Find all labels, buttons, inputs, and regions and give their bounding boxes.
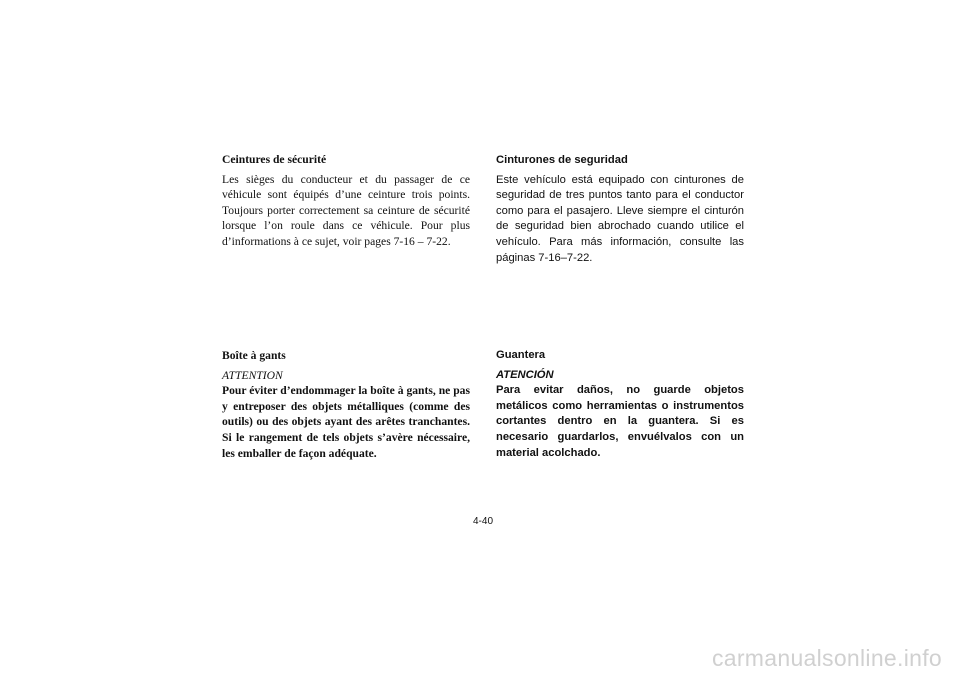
french-seatbelt-body: Les sièges du conducteur et du passager de ce véhicule sont équipés d’une ceinture trois points. Toujours porter correctement sa ceinture de sécurité lorsque l’on roule dans ce véhicule. Pour plus d’informations à ce sujet, voir pages 7-16 – 7-22. (222, 172, 470, 248)
french-seatbelt-heading: Ceintures de sécurité (222, 153, 327, 166)
page-number: 4-40 (472, 516, 493, 527)
spanish-attention-label: ATENCIÓN (496, 368, 554, 381)
spanish-seatbelt-heading: Cinturones de seguridad (496, 154, 628, 166)
french-attention-label: ATTENTION (222, 368, 283, 382)
spanish-glovebox-warning: Para evitar daños, no guarde objetos metálicos como herramientas o instrumentos cortantes dentro en la guantera. Si es necesario guardarlos, envuélvalos con un material acolchado. (496, 384, 744, 459)
french-seatbelt-section (222, 152, 470, 250)
spanish-seatbelt-body: Este vehículo está equipado con cinturones de seguridad de tres puntos tanto para el conductor como para el pasajero. Lleve siempre el cinturón de seguridad bien abrochado cuando utilice el vehículo. Para más información, consulte las páginas 7-16–7-22. (496, 173, 744, 264)
spanish-seatbelt-section (496, 153, 744, 266)
watermark: carmanualsonline.info (711, 645, 942, 671)
french-glovebox-warning: Pour éviter d’endommager la boîte à gants, ne pas y entreposer des objets métalliques (comme des outils) ou des objets ayant des arêtes tranchantes. Si le rangement de tels objets s’avère nécessaire, les emballer de façon adéquate. (222, 384, 470, 460)
french-glovebox-heading: Boîte à gants (222, 349, 286, 362)
spanish-glovebox-heading: Guantera (496, 349, 546, 361)
spanish-glovebox-section (496, 348, 744, 461)
french-glovebox-section (222, 348, 470, 461)
